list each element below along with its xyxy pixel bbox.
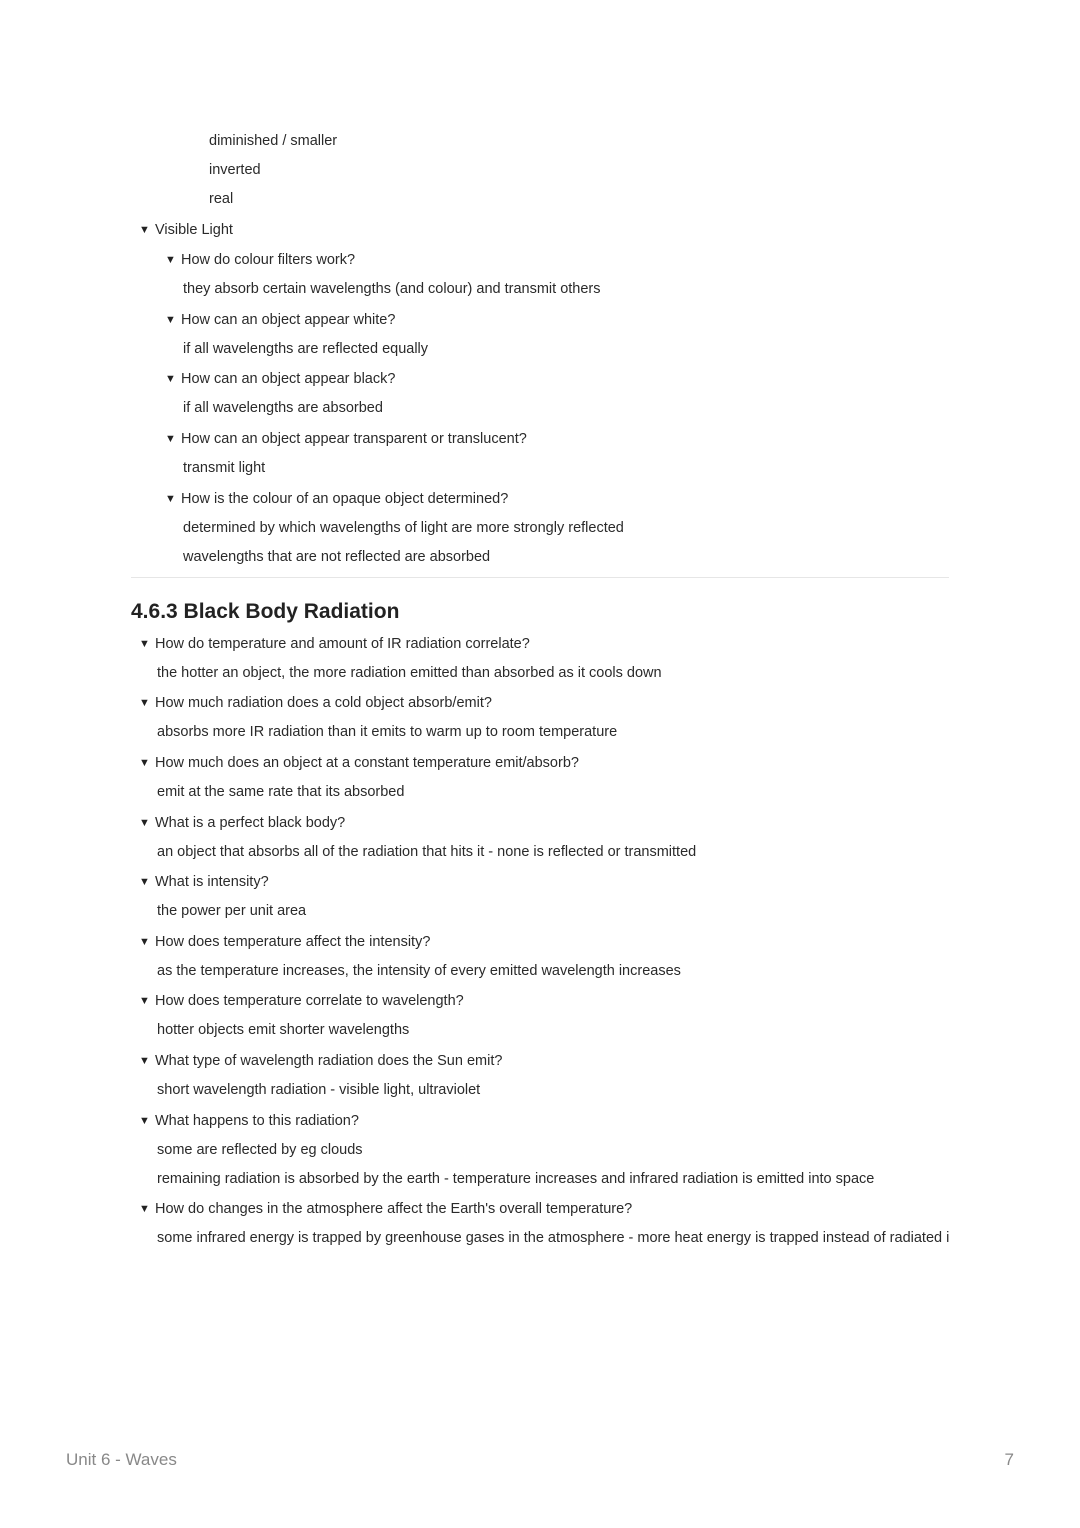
- toggle-question[interactable]: [139, 1199, 632, 1219]
- answer-text: if all wavelengths are reflected equally: [183, 341, 429, 357]
- question-text: How much radiation does a cold object absorb/emit?: [155, 695, 492, 711]
- triangle-down-icon[interactable]: ▼: [139, 1203, 150, 1215]
- answer-text: emit at the same rate that its absorbed: [157, 784, 405, 800]
- triangle-down-icon[interactable]: ▼: [165, 314, 176, 326]
- triangle-down-icon[interactable]: ▼: [139, 757, 150, 769]
- answer-text: determined by which wavelengths of light are more strongly reflected: [183, 520, 624, 536]
- question-text: How can an object appear black?: [181, 371, 396, 387]
- question-text: How does temperature correlate to wavelength?: [155, 993, 464, 1009]
- triangle-down-icon[interactable]: ▼: [139, 1055, 150, 1067]
- toggle-label: Visible Light: [155, 222, 233, 238]
- answer-text: as the temperature increases, the intensity of every emitted wavelength increases: [157, 963, 681, 979]
- list-item: inverted: [209, 162, 261, 178]
- question-text: How do temperature and amount of IR radiation correlate?: [155, 636, 530, 652]
- toggle-question[interactable]: [139, 634, 530, 654]
- toggle-question[interactable]: [139, 753, 579, 773]
- answer-text: wavelengths that are not reflected are absorbed: [183, 549, 491, 565]
- question-text: How much does an object at a constant temperature emit/absorb?: [155, 755, 579, 771]
- question-text: How is the colour of an opaque object determined?: [181, 491, 509, 507]
- footer-unit: Unit 6 - Waves: [66, 1450, 177, 1469]
- triangle-down-icon[interactable]: ▼: [139, 995, 150, 1007]
- toggle-question[interactable]: [139, 932, 430, 952]
- answer-text: remaining radiation is absorbed by the earth - temperature increases and infrared radiation is emitted into space: [157, 1171, 875, 1187]
- question-text: How do colour filters work?: [181, 252, 356, 268]
- answer-text: if all wavelengths are absorbed: [183, 400, 383, 416]
- toggle-question[interactable]: [165, 310, 395, 330]
- triangle-down-icon[interactable]: ▼: [139, 936, 150, 948]
- toggle-question[interactable]: [139, 872, 269, 892]
- triangle-down-icon[interactable]: ▼: [139, 817, 150, 829]
- section-divider: [131, 577, 949, 578]
- toggle-question[interactable]: [139, 693, 492, 713]
- toggle-question[interactable]: [139, 991, 464, 1011]
- triangle-down-icon[interactable]: ▼: [139, 1115, 150, 1127]
- question-text: What happens to this radiation?: [155, 1113, 359, 1129]
- question-text: How can an object appear transparent or translucent?: [181, 431, 527, 447]
- toggle-visible-light[interactable]: [139, 220, 233, 240]
- toggle-question[interactable]: [139, 1051, 502, 1071]
- toggle-question[interactable]: [139, 1111, 359, 1131]
- triangle-down-icon[interactable]: ▼: [139, 224, 150, 236]
- answer-text: short wavelength radiation - visible light, ultraviolet: [157, 1082, 481, 1098]
- question-text: How do changes in the atmosphere affect the Earth's overall temperature?: [155, 1201, 633, 1217]
- question-text: What is a perfect black body?: [155, 815, 346, 831]
- triangle-down-icon[interactable]: ▼: [139, 697, 150, 709]
- toggle-question[interactable]: [139, 813, 345, 833]
- question-text: How can an object appear white?: [181, 312, 396, 328]
- list-item: real: [209, 191, 234, 207]
- page-number: 7: [1004, 1450, 1014, 1469]
- answer-text: some infrared energy is trapped by greenhouse gases in the atmosphere - more heat energy is trapped instead of radiated i: [157, 1230, 950, 1246]
- toggle-question[interactable]: [165, 250, 355, 270]
- question-text: How does temperature affect the intensity?: [155, 934, 431, 950]
- answer-text: the power per unit area: [157, 903, 307, 919]
- toggle-question[interactable]: [165, 369, 395, 389]
- answer-text: they absorb certain wavelengths (and colour) and transmit others: [183, 281, 601, 297]
- answer-text: some are reflected by eg clouds: [157, 1142, 363, 1158]
- toggle-question[interactable]: [165, 429, 527, 449]
- answer-text: an object that absorbs all of the radiation that hits it - none is reflected or transmitted: [157, 844, 697, 860]
- triangle-down-icon[interactable]: ▼: [165, 373, 176, 385]
- answer-text: transmit light: [183, 460, 266, 476]
- question-text: What type of wavelength radiation does the Sun emit?: [155, 1053, 503, 1069]
- section-heading: 4.6.3 Black Body Radiation: [131, 600, 400, 623]
- answer-text: the hotter an object, the more radiation emitted than absorbed as it cools down: [157, 665, 662, 681]
- toggle-question[interactable]: [165, 489, 508, 509]
- list-item: diminished / smaller: [209, 133, 338, 149]
- question-text: What is intensity?: [155, 874, 269, 890]
- triangle-down-icon[interactable]: ▼: [165, 254, 176, 266]
- triangle-down-icon[interactable]: ▼: [139, 638, 150, 650]
- answer-text: hotter objects emit shorter wavelengths: [157, 1022, 410, 1038]
- triangle-down-icon[interactable]: ▼: [139, 876, 150, 888]
- triangle-down-icon[interactable]: ▼: [165, 433, 176, 445]
- answer-text: absorbs more IR radiation than it emits to warm up to room temperature: [157, 724, 618, 740]
- triangle-down-icon[interactable]: ▼: [165, 493, 176, 505]
